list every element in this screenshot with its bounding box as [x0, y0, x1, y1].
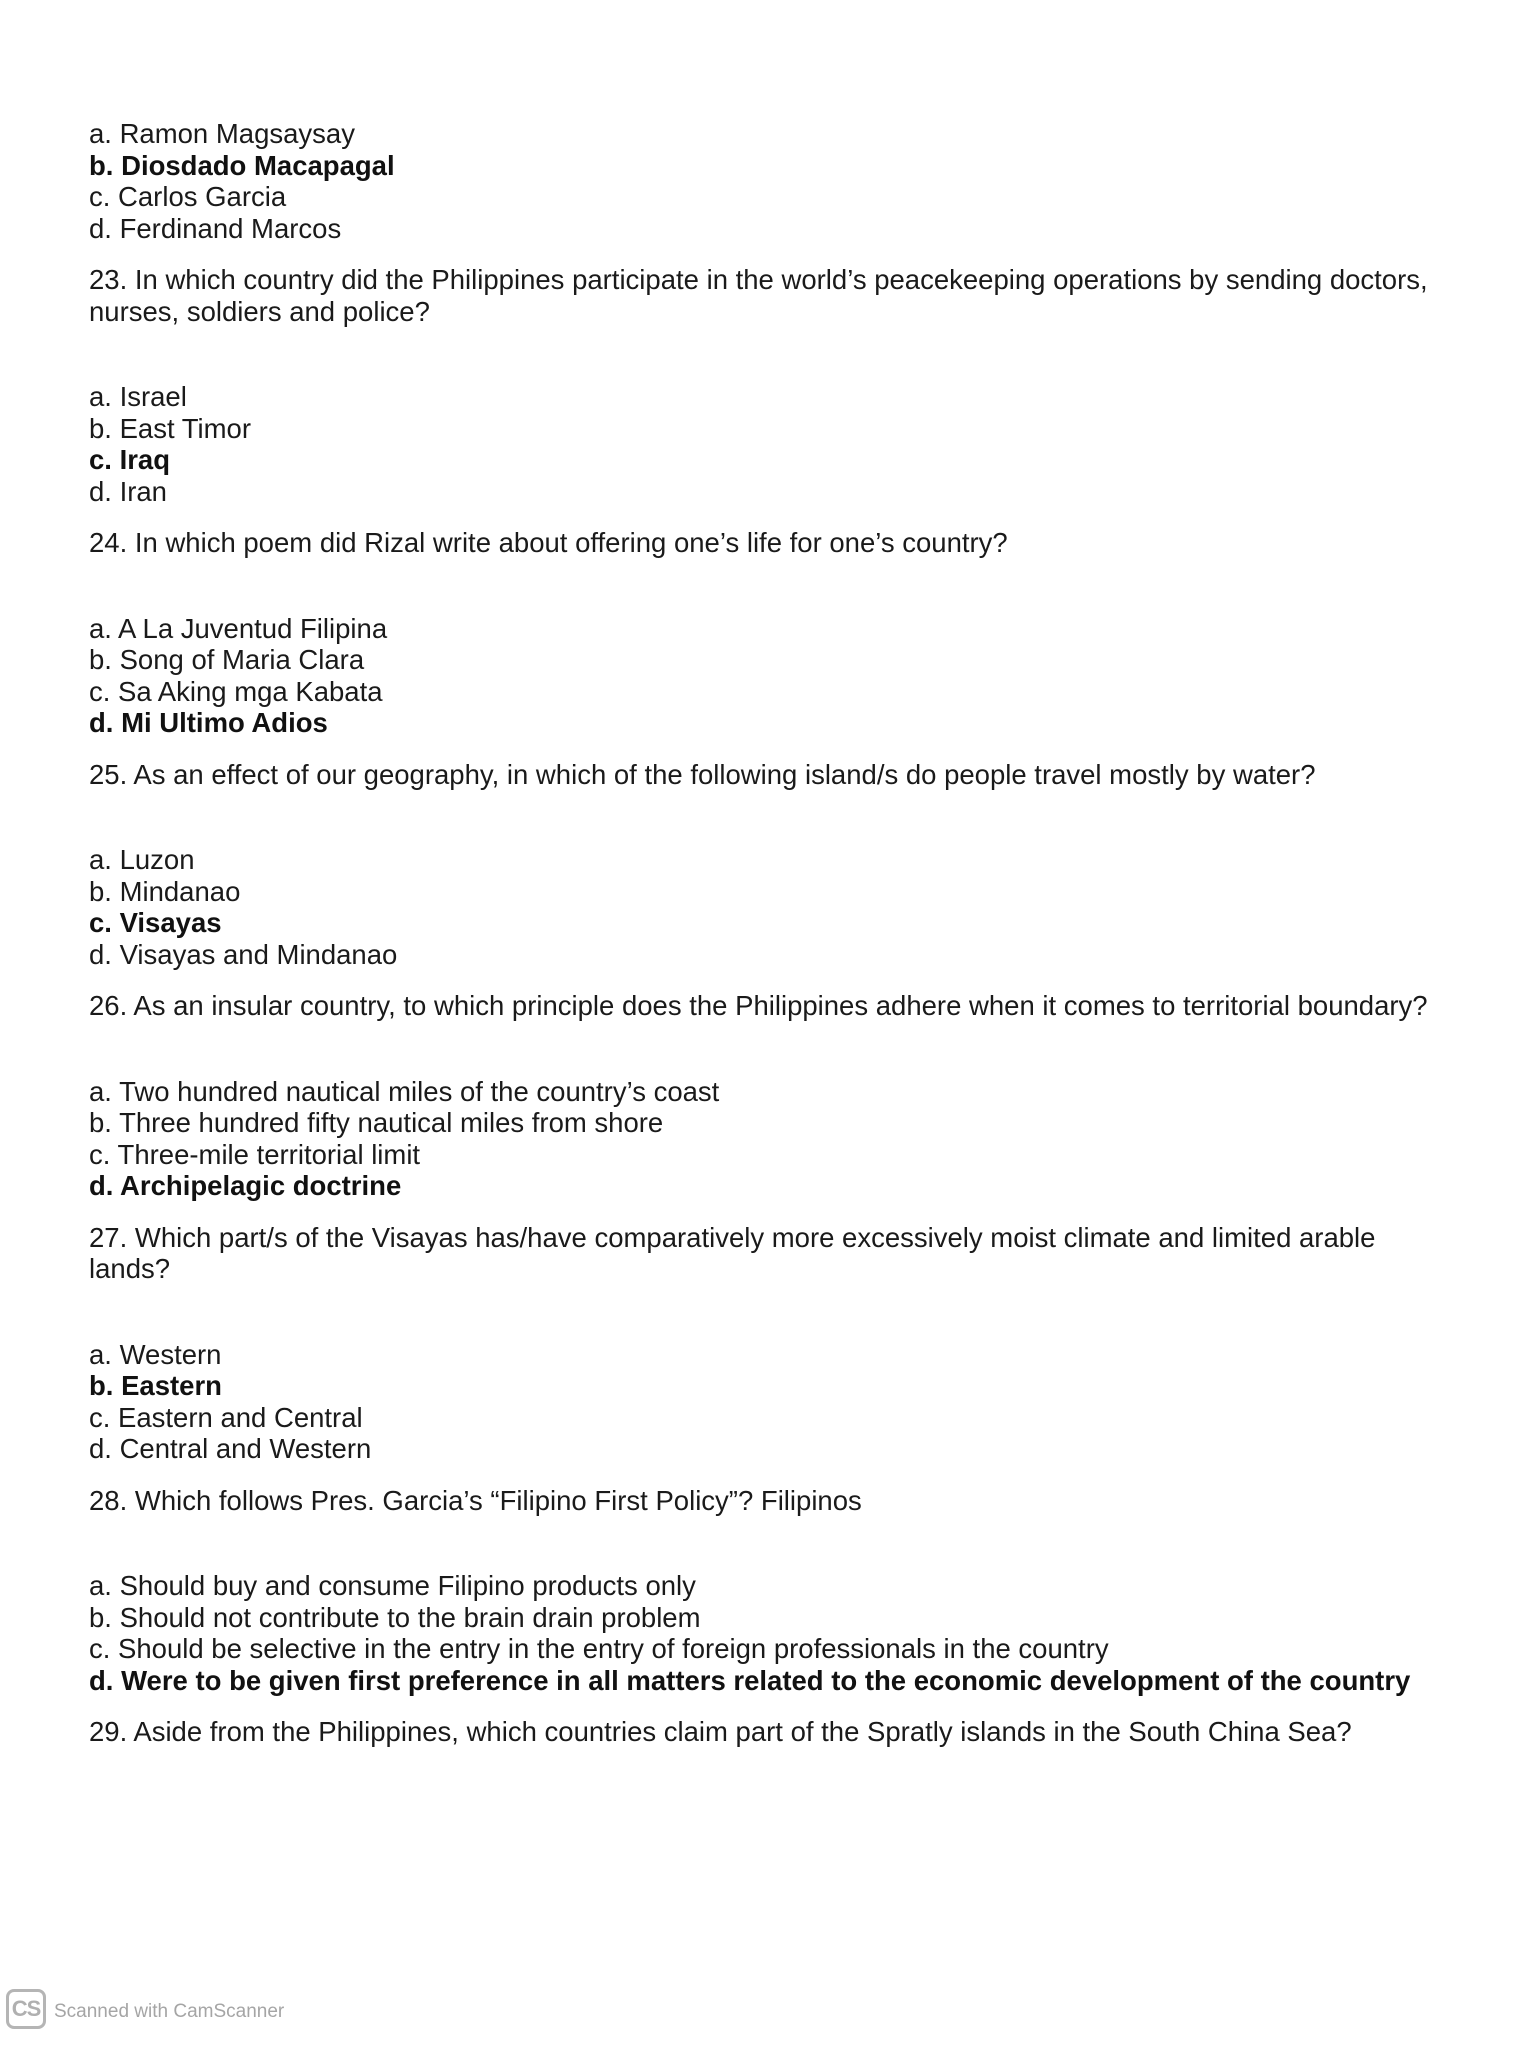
q25-option-b: b. Mindanao [89, 875, 241, 907]
q25-question: 25. As an effect of our geography, in which of the following island/s do people travel mostly by water? [89, 758, 1316, 790]
q24-options [89, 613, 1469, 739]
q22-option-a: a. Ramon Magsaysay [89, 118, 355, 149]
q23-question: 23. In which country did the Philippines participate in the world’s peacekeeping operations by sending doctors, nurses, soldiers and police? [89, 264, 1428, 327]
q28-options [89, 1570, 1469, 1696]
q26-option-a: a. Two hundred nautical miles of the country’s coast [89, 1075, 720, 1107]
q25-option-d: d. Visayas and Mindanao [89, 938, 398, 970]
camscanner-watermark-text: Scanned with CamScanner [54, 2001, 285, 2022]
document-page [89, 118, 1469, 1802]
q26-question: 26. As an insular country, to which principle does the Philippines adhere when it comes to territorial boundary? [89, 990, 1428, 1021]
q27-option-d: d. Central and Western [89, 1433, 372, 1464]
q23-option-a: a. Israel [89, 381, 187, 412]
q27-option-b-correct: b. Eastern [89, 1370, 222, 1401]
q25-option-c-correct: c. Visayas [89, 907, 222, 938]
q24-option-c: c. Sa Aking mga Kabata [89, 675, 383, 707]
q28-option-b: b. Should not contribute to the brain drain problem [89, 1601, 701, 1633]
q23-option-d: d. Iran [89, 475, 167, 507]
q24-option-d-correct: d. Mi Ultimo Adios [89, 707, 328, 738]
q23-options [89, 381, 1469, 507]
q22-options [89, 118, 1469, 244]
q27-option-c: c. Eastern and Central [89, 1401, 363, 1433]
q27-options [89, 1339, 1469, 1465]
q28-question: 28. Which follows Pres. Garcia’s “Filipino First Policy”? Filipinos [89, 1484, 862, 1516]
q28-option-a: a. Should buy and consume Filipino products only [89, 1570, 696, 1601]
q28-option-d-correct: d. Were to be given first preference in all matters related to the economic development of the country [89, 1664, 1411, 1696]
q24-option-b: b. Song of Maria Clara [89, 644, 365, 675]
q27-option-a: a. Western [89, 1338, 222, 1370]
camscanner-watermark [6, 1987, 284, 2031]
q26-option-c: c. Three-mile territorial limit [89, 1138, 421, 1170]
q22-option-d: d. Ferdinand Marcos [89, 212, 342, 244]
q25-options [89, 844, 1469, 970]
q29-question: 29. Aside from the Philippines, which countries claim part of the Spratly islands in the South China Sea? [89, 1716, 1352, 1747]
q26-options [89, 1076, 1469, 1202]
q26-option-b: b. Three hundred fifty nautical miles from shore [89, 1107, 664, 1138]
q23-option-b: b. East Timor [89, 412, 251, 444]
q26-option-d-correct: d. Archipelagic doctrine [89, 1170, 402, 1201]
q22-option-c: c. Carlos Garcia [89, 181, 287, 212]
q23-option-c-correct: c. Iraq [89, 444, 171, 475]
q24-question: 24. In which poem did Rizal write about offering one’s life for one’s country? [89, 527, 1008, 558]
q27-question: 27. Which part/s of the Visayas has/have comparatively more excessively moist climate and limited arable lands? [89, 1221, 1376, 1284]
q25-option-a: a. Luzon [89, 844, 195, 875]
camscanner-logo-icon: CS [6, 1989, 46, 2029]
q28-option-c: c. Should be selective in the entry in the entry of foreign professionals in the country [89, 1633, 1109, 1664]
q22-option-b-correct: b. Diosdado Macapagal [89, 149, 395, 181]
q24-option-a: a. A La Juventud Filipina [89, 612, 388, 644]
